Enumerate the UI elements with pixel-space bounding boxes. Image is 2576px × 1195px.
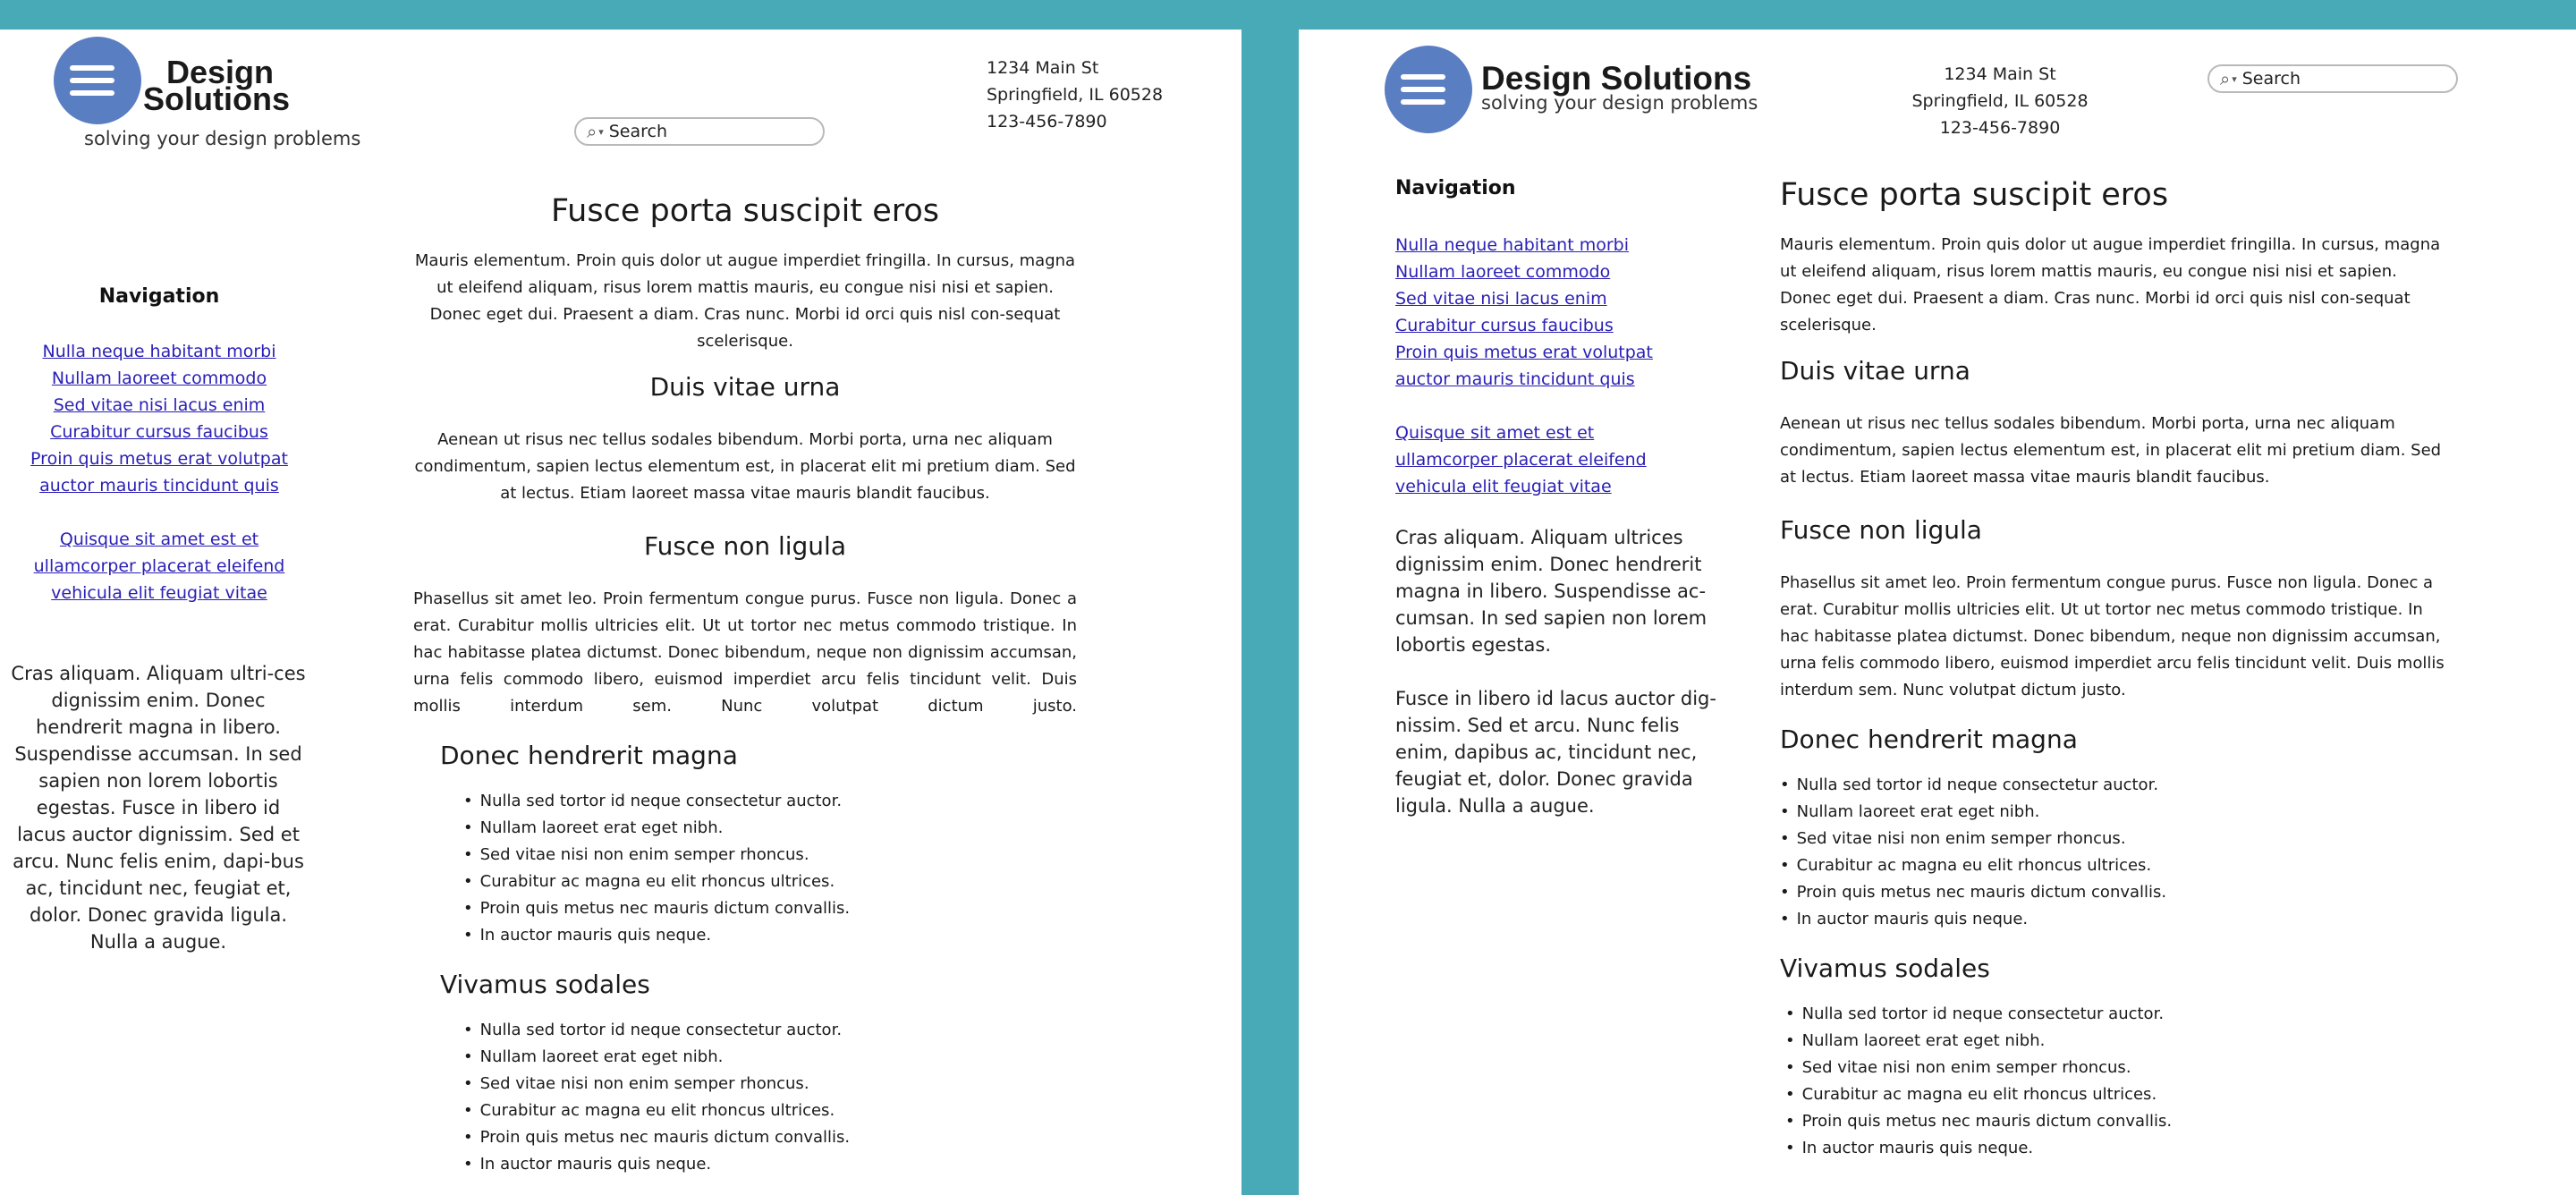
address-city: Springfield, IL 60528 <box>1911 91 2089 111</box>
list-item: • Proin quis metus nec mauris dictum convallis. <box>463 895 1077 922</box>
nav-link-quisque-sit[interactable]: Quisque sit amet est et <box>59 530 259 549</box>
list-item: • Nulla sed tortor id neque consectetur auctor. <box>463 788 1077 815</box>
list-item: • Nullam laoreet erat eget nibh. <box>463 815 1077 842</box>
logo-menu-icon <box>1385 46 1472 133</box>
list-item: • Proin quis metus nec mauris dictum convallis. <box>1780 879 2451 906</box>
navigation-list <box>0 338 318 606</box>
list-item: • Nulla sed tortor id neque consectetur auctor. <box>1780 772 2451 799</box>
magnifier-icon: ⌕ <box>587 121 597 142</box>
section-heading-donec: Donec hendrerit magna <box>1780 725 2078 754</box>
list-item: • Sed vitae nisi non enim semper rhoncus. <box>1785 1055 2451 1081</box>
right-layout-panel <box>1299 30 2576 1195</box>
nav-link-nulla-neque[interactable]: Nulla neque habitant morbi <box>42 342 276 361</box>
navigation-heading: Navigation <box>1395 177 1516 199</box>
magnifier-icon: ⌕ <box>2220 68 2231 89</box>
bullet-list-1 <box>1780 772 2451 933</box>
article-paragraph-2: Aenean ut risus nec tellus sodales bibendum. Morbi porta, urna nec aliquam condimentum, sapien lectus elementum est, in placerat elit mi pretium diam. Sed at lectus. Etiam laoreet massa vitae mauris blandit faucibus. <box>414 430 1076 503</box>
list-item: • Sed vitae nisi non enim semper rhoncus. <box>463 1071 1077 1098</box>
list-item: • Curabitur ac magna eu elit rhoncus ultrices. <box>463 1098 1077 1124</box>
article-title: Fusce porta suscipit eros <box>550 193 940 229</box>
navigation-list <box>1395 232 1653 500</box>
nav-link-vehicula-elit[interactable]: vehicula elit feugiat vitae <box>1395 477 1612 496</box>
address-street: 1234 Main St <box>1944 64 2056 84</box>
address-phone: 123-456-7890 <box>987 112 1107 131</box>
brand-name-line1: Design <box>166 54 275 90</box>
list-item: • Nullam laoreet erat eget nibh. <box>1780 799 2451 826</box>
article-paragraph-3: Phasellus sit amet leo. Proin fermentum congue purus. Fusce non ligula. Donec a erat. Curabitur mollis ultricies elit. Ut ut tortor nec metus commodo tristique. In hac habitasse platea dictumst. Donec bibendum, neque non dignissim accumsan, urna felis commodo libero, euismod imperdiet arcu felis tincidunt velit. Duis mollis interdum sem. Nunc volutpat dictum justo. <box>413 589 1077 716</box>
nav-link-vehicula-elit[interactable]: vehicula elit feugiat vitae <box>51 583 267 603</box>
sidebar-paragraph-2: Fusce in libero id lacus auctor dig-nissim. Sed et arcu. Nunc felis enim, dapibus ac, tincidunt nec, feugiat et, dolor. Donec gravida ligula. Nulla a augue. <box>1395 688 1716 817</box>
nav-link-auctor-mauris[interactable]: auctor mauris tincidunt quis <box>1395 369 1635 389</box>
chevron-down-icon: ▾ <box>598 125 604 138</box>
list-item: • In auctor mauris quis neque. <box>463 1151 1077 1178</box>
section-heading-donec: Donec hendrerit magna <box>440 741 738 770</box>
sidebar-text <box>1395 524 1726 819</box>
nav-link-proin-quis[interactable]: Proin quis metus erat volutpat <box>1395 343 1653 362</box>
article-content <box>1780 173 2451 1162</box>
brand-name-line2: Solutions <box>143 81 290 117</box>
nav-link-proin-quis[interactable]: Proin quis metus erat volutpat <box>30 449 288 469</box>
section-heading-fusce: Fusce non ligula <box>1780 515 1982 545</box>
brand-name: Design Solutions <box>1481 60 1752 97</box>
section-heading-fusce: Fusce non ligula <box>644 531 846 561</box>
nav-link-ullamcorper-placerat[interactable]: ullamcorper placerat eleifend <box>1395 450 1647 470</box>
nav-link-sed-vitae[interactable]: Sed vitae nisi lacus enim <box>53 395 266 415</box>
article-paragraph-3: Phasellus sit amet leo. Proin fermentum congue purus. Fusce non ligula. Donec a erat. Curabitur mollis ultricies elit. Ut ut tortor nec metus commodo tristique. In hac habitasse platea dictumst. Donec bibendum, neque non dignissim accumsan, urna felis commodo libero, euismod imperdiet arcu felis tincidunt velit. Duis mollis interdum sem. Nunc volutpat dictum justo. <box>1780 573 2445 699</box>
site-tagline: solving your design problems <box>1481 92 1758 114</box>
nav-link-auctor-mauris[interactable]: auctor mauris tincidunt quis <box>39 476 279 496</box>
article-paragraph-2: Aenean ut risus nec tellus sodales bibendum. Morbi porta, urna nec aliquam condimentum, sapien lectus elementum est, in placerat elit mi pretium diam. Sed at lectus. Etiam laoreet massa vitae mauris blandit faucibus. <box>1780 414 2442 487</box>
list-item: • Nulla sed tortor id neque consectetur auctor. <box>1785 1001 2451 1028</box>
list-item: • Nulla sed tortor id neque consectetur auctor. <box>463 1017 1077 1044</box>
nav-link-nullam-laoreet[interactable]: Nullam laoreet commodo <box>51 369 267 388</box>
site-tagline: solving your design problems <box>84 128 361 149</box>
logo-menu-icon <box>54 37 141 124</box>
bullet-list-1 <box>463 788 1077 949</box>
address-city: Springfield, IL 60528 <box>987 85 1164 105</box>
list-item: • Curabitur ac magna eu elit rhoncus ultrices. <box>463 869 1077 895</box>
list-item: • Nullam laoreet erat eget nibh. <box>1785 1028 2451 1055</box>
section-heading-duis: Duis vitae urna <box>1780 356 1970 386</box>
list-item: • Curabitur ac magna eu elit rhoncus ultrices. <box>1780 852 2451 879</box>
bullet-list-2 <box>463 1017 1077 1178</box>
article-paragraph-1: Mauris elementum. Proin quis dolor ut augue imperdiet fringilla. In cursus, magna ut eleifend aliquam, risus lorem mattis mauris, eu congue nisi nisi et sapien. Donec eget dui. Praesent a diam. Cras nunc. Morbi id orci quis nisl con-sequat scelerisque. <box>1780 235 2441 335</box>
nav-link-curabitur-cursus[interactable]: Curabitur cursus faucibus <box>50 422 268 442</box>
list-item: • Nullam laoreet erat eget nibh. <box>463 1044 1077 1071</box>
article-title: Fusce porta suscipit eros <box>1780 177 2169 213</box>
address-street: 1234 Main St <box>987 58 1099 78</box>
nav-link-nullam-laoreet[interactable]: Nullam laoreet commodo <box>1395 262 1611 282</box>
article-content <box>413 189 1077 1178</box>
nav-link-sed-vitae[interactable]: Sed vitae nisi lacus enim <box>1395 289 1607 309</box>
list-item: • Curabitur ac magna eu elit rhoncus ultrices. <box>1785 1081 2451 1108</box>
list-item: • In auctor mauris quis neque. <box>1780 906 2451 933</box>
address-block <box>1902 61 2098 141</box>
list-item: • Sed vitae nisi non enim semper rhoncus. <box>1780 826 2451 852</box>
list-item: • Proin quis metus nec mauris dictum convallis. <box>463 1124 1077 1151</box>
article-paragraph-1: Mauris elementum. Proin quis dolor ut augue imperdiet fringilla. In cursus, magna ut eleifend aliquam, risus lorem mattis mauris, eu congue nisi nisi et sapien. Donec eget dui. Praesent a diam. Cras nunc. Morbi id orci quis nisl con-sequat scelerisque. <box>414 251 1076 351</box>
chevron-down-icon: ▾ <box>2232 72 2237 85</box>
left-layout-panel <box>0 30 1241 1195</box>
list-item: • Proin quis metus nec mauris dictum convallis. <box>1785 1108 2451 1135</box>
navigation-heading: Navigation <box>98 285 220 308</box>
sidebar-paragraph-1: Cras aliquam. Aliquam ultrices dignissim enim. Donec hendrerit magna in libero. Suspendisse ac-cumsan. In sed sapien non lorem lobortis egestas. <box>1395 527 1707 656</box>
address-block <box>987 55 1163 135</box>
section-heading-vivamus: Vivamus sodales <box>1780 953 1990 983</box>
search-box[interactable] <box>574 117 825 146</box>
list-item: • Sed vitae nisi non enim semper rhoncus. <box>463 842 1077 869</box>
nav-link-curabitur-cursus[interactable]: Curabitur cursus faucibus <box>1395 316 1614 335</box>
search-input[interactable] <box>2242 69 2421 89</box>
search-input[interactable] <box>609 122 788 141</box>
nav-link-ullamcorper-placerat[interactable]: ullamcorper placerat eleifend <box>33 556 285 576</box>
bullet-list-2 <box>1785 1001 2451 1162</box>
nav-link-nulla-neque[interactable]: Nulla neque habitant morbi <box>1395 235 1629 255</box>
list-item: • In auctor mauris quis neque. <box>1785 1135 2451 1162</box>
section-heading-vivamus: Vivamus sodales <box>440 970 650 999</box>
nav-link-quisque-sit[interactable]: Quisque sit amet est et <box>1395 423 1595 443</box>
list-item: • In auctor mauris quis neque. <box>463 922 1077 949</box>
search-box[interactable] <box>2207 64 2458 93</box>
sidebar-text: Cras aliquam. Aliquam ultri-ces dignissim enim. Donec hendrerit magna in libero. Suspendisse accumsan. In sed sapien non lorem lobortis egestas. Fusce in libero id lacus auctor dignissim. Sed et arcu. Nunc felis enim, dapi-bus ac, tincidunt nec, feugiat et, dolor. Donec gravida ligula. Nulla a augue. <box>11 663 306 953</box>
section-heading-duis: Duis vitae urna <box>649 372 841 402</box>
address-phone: 123-456-7890 <box>1939 118 2061 138</box>
